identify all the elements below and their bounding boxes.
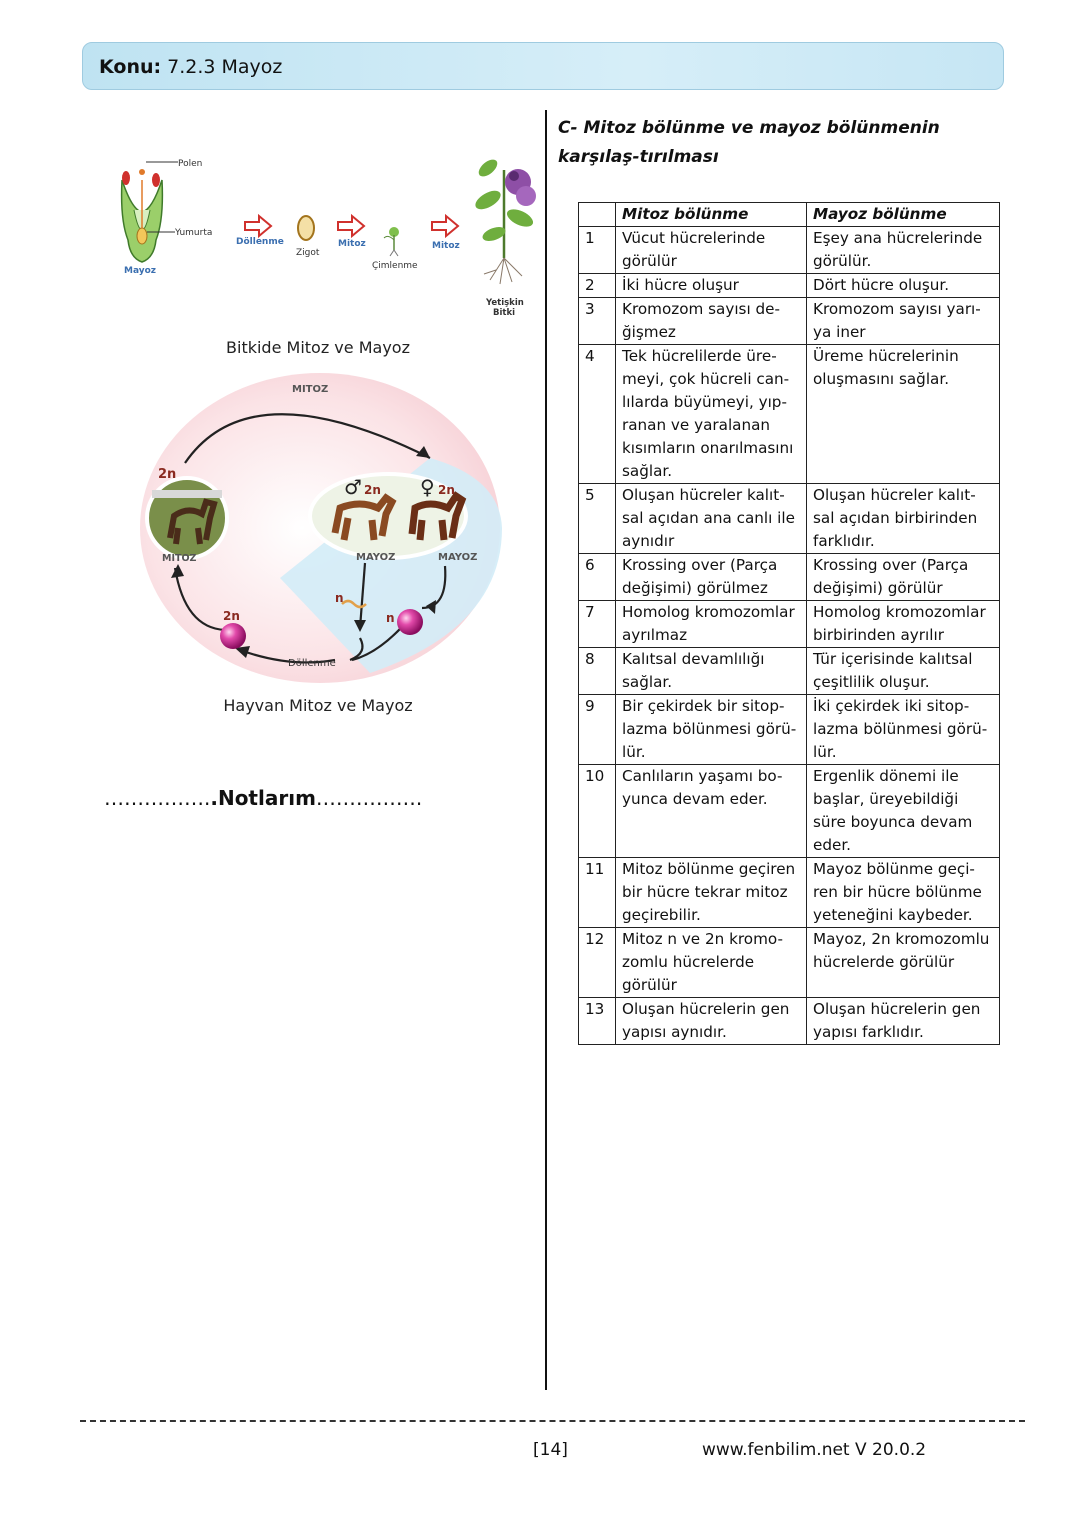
row-number: 7 (579, 601, 616, 648)
female-symbol: ♀ (420, 475, 435, 499)
notes-prefix: ……………. (104, 786, 211, 810)
label-mayoz-2: MAYOZ (438, 552, 478, 563)
animal-figure (130, 368, 510, 688)
label-mitoz-left: MITOZ (162, 553, 197, 564)
mayoz-cell: Eşey ana hücrelerinde görülür. (807, 227, 1000, 274)
seedling-illustration (384, 227, 399, 256)
mitoz-cell: İki hücre oluşur (616, 274, 807, 298)
table-row (579, 298, 1000, 345)
column-divider (545, 110, 547, 1390)
adult-plant-illustration (472, 156, 536, 284)
arrow-icon (432, 216, 458, 236)
label-2n-bottom: 2n (223, 609, 240, 623)
page-number: [14] (533, 1440, 568, 1460)
table-row (579, 765, 1000, 858)
table-row (579, 648, 1000, 695)
mayoz-cell: Kromozom sayısı yarı-ya iner (807, 298, 1000, 345)
row-number: 9 (579, 695, 616, 765)
mayoz-cell: Oluşan hücrelerin gen yapısı farklıdır. (807, 998, 1000, 1045)
mayoz-cell: Mayoz, 2n kromozomlu hücrelerde görülür (807, 928, 1000, 998)
section-title: C- Mitoz bölünme ve mayoz bölünmenin karşılaş-tırılması (558, 118, 940, 167)
animal-figure-caption: Hayvan Mitoz ve Mayoz (223, 696, 413, 715)
mayoz-cell: Oluşan hücreler kalıt-sal açıdan birbirinden farklıdır. (807, 484, 1000, 554)
notes-suffix: ……………. (315, 786, 423, 810)
row-number: 3 (579, 298, 616, 345)
mayoz-cell: Mayoz bölünme geçi-ren bir hücre bölünme yeteneğini kaybeder. (807, 858, 1000, 928)
mitoz-cell: Mitoz n ve 2n kromo-zomlu hücrelerde görülür (616, 928, 807, 998)
mayoz-cell: Dört hücre oluşur. (807, 274, 1000, 298)
mitoz-cell: Bir çekirdek bir sitop-lazma bölünmesi görü-lür. (616, 695, 807, 765)
row-number: 11 (579, 858, 616, 928)
table-row (579, 227, 1000, 274)
arrow-icon (245, 216, 271, 236)
table-row (579, 554, 1000, 601)
row-number: 8 (579, 648, 616, 695)
row-number: 5 (579, 484, 616, 554)
mitoz-cell: Krossing over (Parça değişimi) görülmez (616, 554, 807, 601)
male-symbol: ♂ (344, 475, 362, 499)
topic-label: Konu: (99, 56, 162, 78)
mayoz-cell: Tür içerisinde kalıtsal çeşitlilik oluşur. (807, 648, 1000, 695)
label-mayoz-1: MAYOZ (356, 552, 396, 563)
label-2n-female: 2n (438, 483, 455, 497)
table-row (579, 998, 1000, 1045)
header-mayoz: Mayoz bölünme (807, 203, 1000, 227)
topic-title (99, 56, 282, 78)
mitoz-cell: Tek hücrelilerde üre-meyi, çok hücreli can-lılarda büyümeyi, yıp-ranan ve yaralanan kısımların onarılmasını sağlar. (616, 345, 807, 484)
mitoz-cell: Mitoz bölünme geçiren bir hücre tekrar mitoz geçirebilir. (616, 858, 807, 928)
topic-name: 7.2.3 Mayoz (167, 56, 283, 78)
row-number: 2 (579, 274, 616, 298)
gamete-egg (397, 609, 423, 635)
mitoz-cell: Canlıların yaşamı bo-yunca devam eder. (616, 765, 807, 858)
mitoz-cell: Kromozom sayısı de-ğişmez (616, 298, 807, 345)
footer-dashed-line (80, 1420, 1025, 1422)
label-n-1: n (335, 591, 344, 605)
row-number: 12 (579, 928, 616, 998)
arrow-icon (338, 216, 364, 236)
mayoz-cell: Krossing over (Parça değişimi) görülür (807, 554, 1000, 601)
header-mitoz: Mitoz bölünme (616, 203, 807, 227)
table-row (579, 695, 1000, 765)
row-number: 1 (579, 227, 616, 274)
mitoz-cell: Homolog kromozomlar ayrılmaz (616, 601, 807, 648)
table-header-row (579, 203, 1000, 227)
table-row (579, 601, 1000, 648)
notes-label: .Notlarım (210, 786, 316, 810)
flower-pistil-illustration (122, 162, 178, 262)
header-number (579, 203, 616, 227)
label-polen: Polen (178, 159, 203, 169)
zygote-cell (220, 623, 246, 649)
label-yetiskin: Yetişkin (486, 298, 524, 308)
row-number: 4 (579, 345, 616, 484)
plant-figure (100, 140, 540, 330)
table-row (579, 274, 1000, 298)
mayoz-cell: Üreme hücrelerinin oluşmasını sağlar. (807, 345, 1000, 484)
label-2n-male: 2n (364, 483, 381, 497)
label-mitoz-2: Mitoz (432, 241, 460, 251)
comparison-table (578, 202, 1000, 1045)
label-2n-left: 2n (158, 467, 177, 482)
label-cimlenme: Çimlenme (372, 261, 418, 271)
row-number: 10 (579, 765, 616, 858)
zygote-illustration (298, 216, 314, 240)
label-mitoz-top: MITOZ (292, 384, 329, 395)
label-dollenme: Döllenme (288, 658, 336, 669)
row-number: 6 (579, 554, 616, 601)
mayoz-cell: Ergenlik dönemi ile başlar, üreyebildiği süre boyunca devam eder. (807, 765, 1000, 858)
mitoz-cell: Oluşan hücrelerin gen yapısı aynıdır. (616, 998, 807, 1045)
table-row (579, 858, 1000, 928)
mitoz-cell: Vücut hücrelerinde görülür (616, 227, 807, 274)
label-yumurta: Yumurta (175, 228, 213, 238)
label-n-2: n (386, 611, 395, 625)
topic-header (82, 42, 1004, 90)
label-zigot: Zigot (296, 248, 320, 258)
label-dollenme: Döllenme (236, 237, 284, 247)
mayoz-cell: Homolog kromozomlar birbirinden ayrılır (807, 601, 1000, 648)
table-row (579, 345, 1000, 484)
mitoz-cell: Kalıtsal devamlılığı sağlar. (616, 648, 807, 695)
plant-figure-caption: Bitkide Mitoz ve Mayoz (226, 338, 410, 357)
label-bitki: Bitki (493, 308, 516, 318)
label-mayoz: Mayoz (124, 266, 157, 276)
table-row (579, 928, 1000, 998)
table-row (579, 484, 1000, 554)
notes-heading (104, 786, 422, 810)
row-number: 13 (579, 998, 616, 1045)
mayoz-cell: İki çekirdek iki sitop-lazma bölünmesi görü-lür. (807, 695, 1000, 765)
label-mitoz-1: Mitoz (338, 239, 366, 249)
mitoz-cell: Oluşan hücreler kalıt-sal açıdan ana canlı ile aynıdır (616, 484, 807, 554)
website-link[interactable]: www.fenbilim.net V 20.0.2 (702, 1440, 927, 1460)
